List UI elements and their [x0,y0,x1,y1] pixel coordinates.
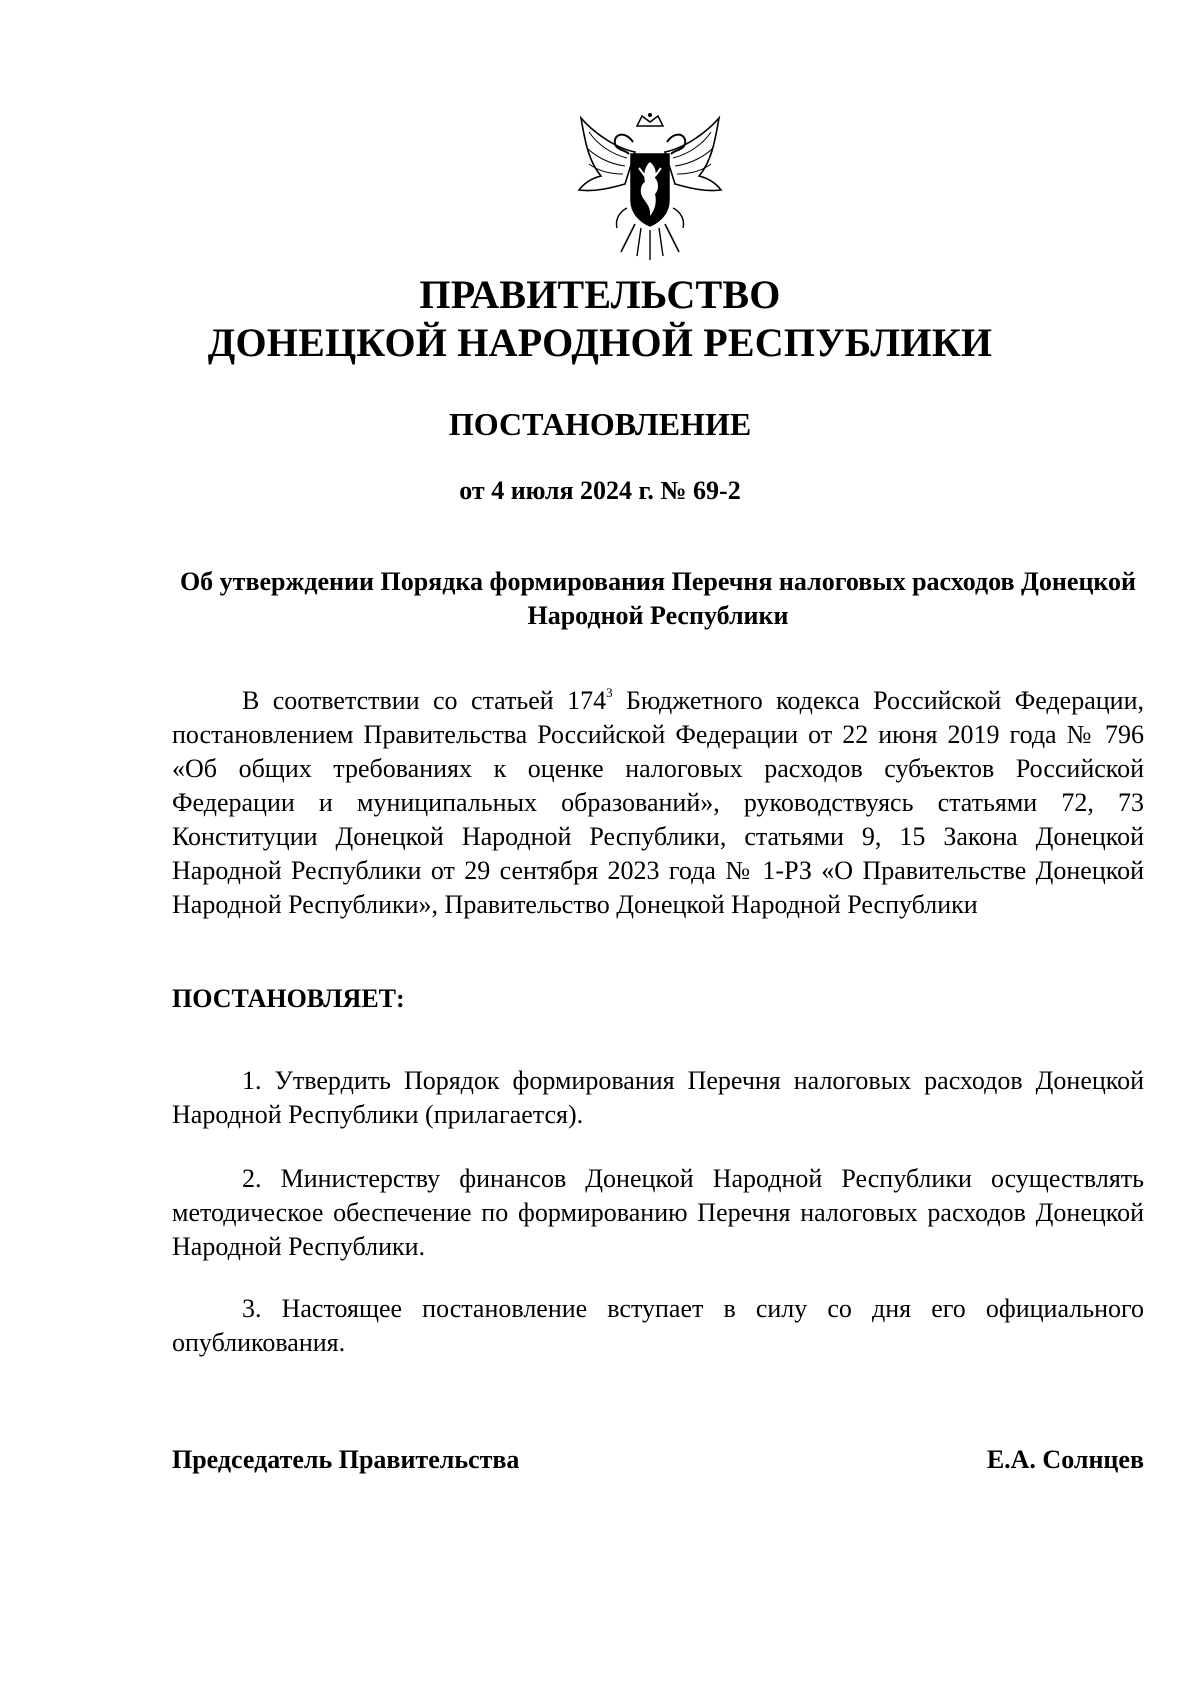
preamble-text-start: В соответствии со статьей 174 [242,686,607,715]
resolution-point-1: 1. Утвердить Порядок формирования Перечня налоговых расходов Донецкой Народной Республики (прилагается). [172,1066,1144,1129]
resolves-label: ПОСТАНОВЛЯЕТ: [172,984,405,1013]
organization-title-line1: ПРАВИТЕЛЬСТВО [419,272,781,317]
document-subject: Об утверждении Порядка формирования Перечня налоговых расходов Донецкой Народной Республики [179,567,1137,630]
coat-of-arms-icon [565,112,735,262]
preamble-paragraph [172,684,1144,922]
resolution-point-2: 2. Министерству финансов Донецкой Народной Республики осуществлять методическое обеспечение по формированию Перечня налоговых расходов Донецкой Народной Республики. [172,1164,1144,1261]
resolution-point-3: 3. Настоящее постановление вступает в силу со дня его официального опубликования. [172,1294,1144,1357]
article-superscript: 3 [606,685,613,700]
document-date-number: от 4 июля 2024 г. № 69-2 [459,476,741,505]
signatory-name: Е.А. Солнцев [986,1445,1144,1474]
preamble-text-rest: Бюджетного кодекса Российской Федерации, постановлением Правительства Российской Федерации от 22 июня 2019 года № 796 «Об общих требованиях к оценке налоговых расходов субъектов Российской Федерации и муниципальных образований», руководствуясь статьями 72, 73 Конституции Донецкой Народной Республики, статьями 9, 15 Закона Донецкой Народной Республики от 29 сентября 2023 года № 1-РЗ «О Правительстве Донецкой Народной Республики», Правительство Донецкой Народной Республики [172,686,1144,919]
organization-title-line2: ДОНЕЦКОЙ НАРОДНОЙ РЕСПУБЛИКИ [207,320,993,365]
document-type: ПОСТАНОВЛЕНИЕ [448,406,752,442]
signatory-position: Председатель Правительства [172,1445,520,1474]
